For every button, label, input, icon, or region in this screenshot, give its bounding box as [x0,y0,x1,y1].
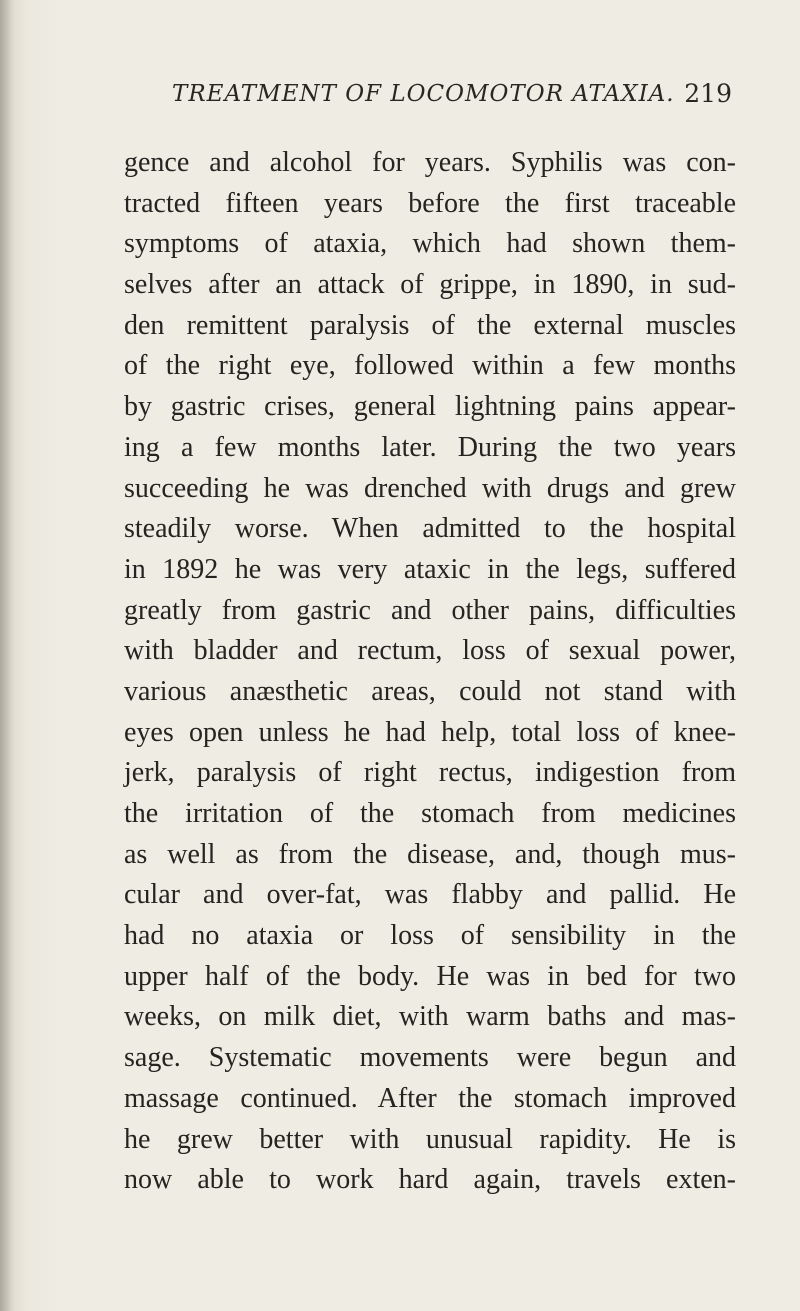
text-line: upper half of the body. He was in bed for two [124,960,736,992]
body-text [124,143,736,1201]
text-line: jerk, paralysis of right rectus, indigestion from [124,757,736,789]
text-line: selves after an attack of grippe, in 1890, in sud- [124,269,736,301]
running-title: TREATMENT OF LOCOMOTOR ATAXIA. [172,81,675,107]
text-line: ing a few months later. During the two years [124,431,736,463]
page-number: 219 [684,79,732,108]
text-line: steadily worse. When admitted to the hospital [124,513,736,545]
text-line: he grew better with unusual rapidity. He is [124,1123,736,1155]
text-line: sage. Systematic movements were begun and [124,1042,736,1074]
text-line: in 1892 he was very ataxic in the legs, suffered [124,553,736,585]
page-gutter-shadow [0,0,14,1311]
text-line: cular and over-fat, was flabby and pallid. He [124,879,736,911]
text-line: greatly from gastric and other pains, difficulties [124,594,736,626]
running-head [172,74,732,114]
text-line: tracted fifteen years before the first traceable [124,187,736,219]
text-line: den remittent paralysis of the external muscles [124,309,736,341]
text-line: of the right eye, followed within a few months [124,350,736,382]
text-line: with bladder and rectum, loss of sexual power, [124,635,736,667]
text-line: eyes open unless he had help, total loss of knee- [124,716,736,748]
text-line: massage continued. After the stomach improved [124,1082,736,1114]
text-line: as well as from the disease, and, though mus- [124,838,736,870]
text-line: had no ataxia or loss of sensibility in the [124,920,736,952]
text-line: various anæsthetic areas, could not stand with [124,675,736,707]
text-line: by gastric crises, general lightning pains appear- [124,391,736,423]
text-line: succeeding he was drenched with drugs and grew [124,472,736,504]
text-line: the irritation of the stomach from medicines [124,798,736,829]
text-line: symptoms of ataxia, which had shown them- [124,228,736,260]
text-line: gence and alcohol for years. Syphilis was con- [124,147,736,178]
text-line: now able to work hard again, travels exten- [124,1164,736,1196]
text-line: weeks, on milk diet, with warm baths and mas- [124,1001,736,1033]
